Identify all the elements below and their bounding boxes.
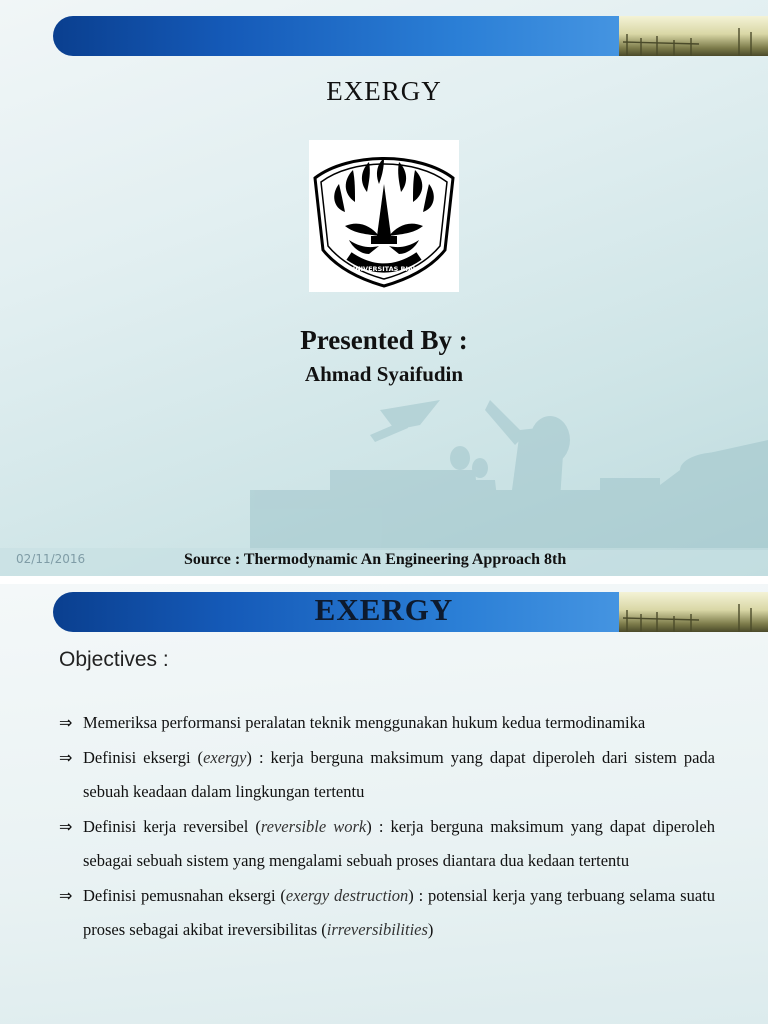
implies-arrow-icon: ⇒ <box>59 816 73 836</box>
list-item <box>59 810 715 879</box>
logo-text: UNIVERSITAS RIAU <box>349 265 419 273</box>
bullet-text: Memeriksa performansi peralatan teknik menggunakan hukum kedua termodinamika <box>83 713 646 732</box>
list-item <box>59 879 715 948</box>
header-bar-blue <box>53 16 633 56</box>
bullet-text: ) : kerja berguna maksimum yang dapat diperoleh sebagai sebuah sistem yang mengalami sebuah proses diantara dua kedaan tertentu <box>83 816 715 870</box>
implies-arrow-icon: ⇒ <box>59 885 73 905</box>
bullet-term: irreversibilities <box>326 920 428 939</box>
header-landscape-image <box>619 16 768 56</box>
bullet-text: ) : kerja berguna maksimum yang dapat diperoleh dari sistem pada sebuah keadaan dalam lingkungan tertentu <box>83 747 715 801</box>
university-logo <box>309 140 459 292</box>
objectives-slide <box>0 584 768 1024</box>
slide-title: EXERGY <box>326 76 442 106</box>
implies-arrow-icon: ⇒ <box>59 747 73 767</box>
bullet-text: ) <box>427 920 434 939</box>
list-item <box>59 706 715 741</box>
presented-by-label: Presented By : <box>300 325 468 355</box>
author-name: Ahmad Syaifudin <box>304 362 464 386</box>
bullet-term: exergy <box>203 747 247 767</box>
list-item <box>59 741 715 810</box>
objectives-heading: Objectives : <box>59 648 169 671</box>
header-bar <box>53 16 768 56</box>
bullet-term: reversible work <box>260 816 367 836</box>
bullet-text: ) : potensial kerja yang terbuang selama suatu proses sebagai akibat ireversibilitas ( <box>83 885 715 939</box>
slide-separator <box>0 576 768 584</box>
universitas-riau-emblem-icon <box>309 140 459 292</box>
bullet-text: Definisi eksergi ( <box>83 747 204 767</box>
source-citation: Source : Thermodynamic An Engineering Approach 8th <box>184 551 567 568</box>
objectives-list <box>59 706 715 948</box>
slide-title: EXERGY <box>314 592 454 627</box>
implies-arrow-icon: ⇒ <box>59 713 73 732</box>
bullet-text: Definisi kerja reversibel ( <box>83 816 261 836</box>
slide-date: 02/11/2016 <box>16 552 86 566</box>
bullet-text: Definisi pemusnahan eksergi ( <box>83 885 286 905</box>
bullet-term: exergy destruction <box>285 885 409 905</box>
